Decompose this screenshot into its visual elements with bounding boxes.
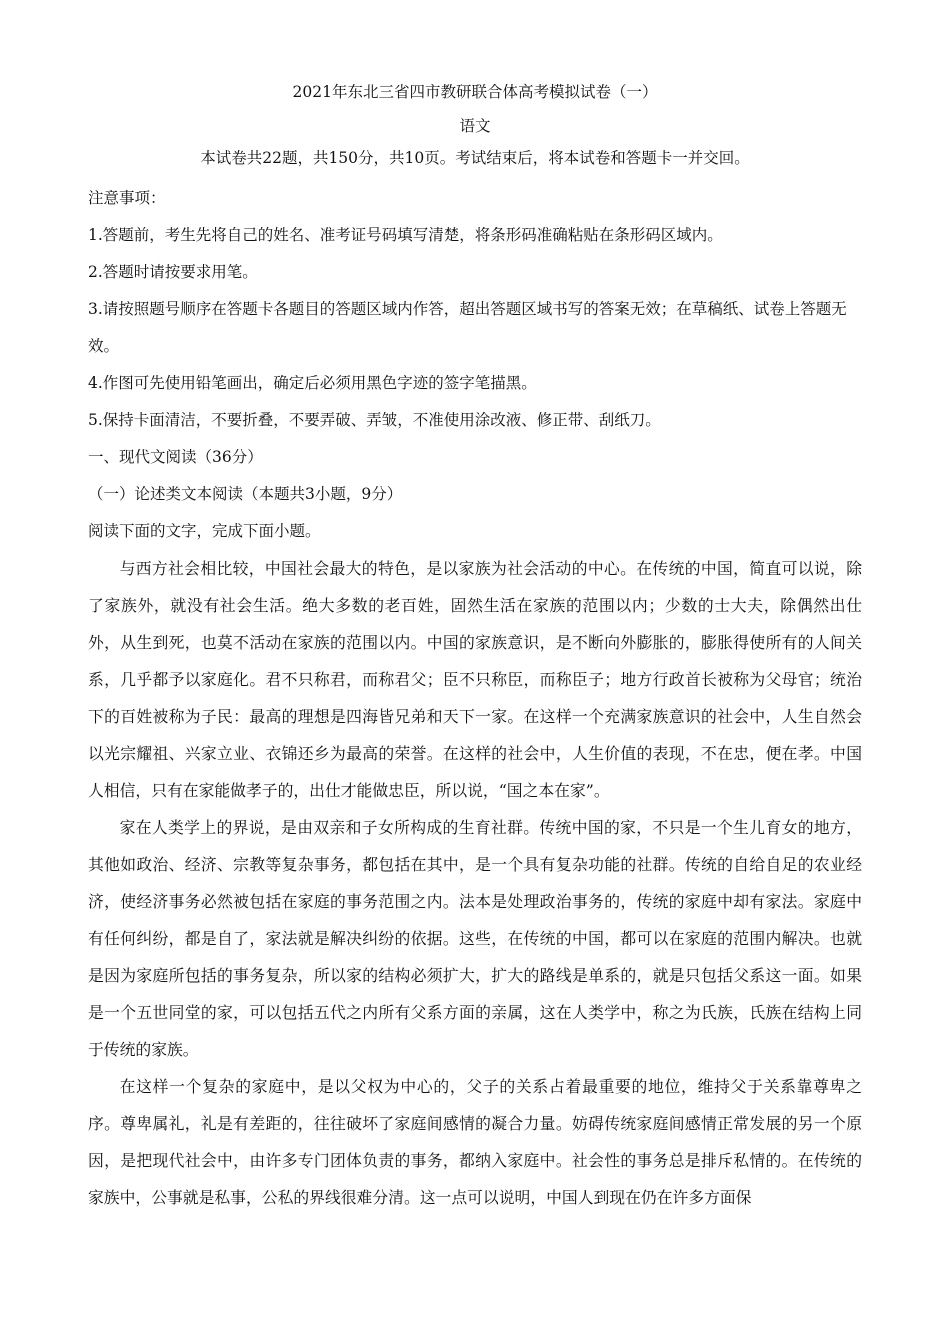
section-heading: 一、现代文阅读（36分） bbox=[88, 448, 263, 466]
reading-passage bbox=[88, 550, 862, 1216]
note-item: 4.作图可先使用铅笔画出，确定后必须用黑色字迹的签字笔描黑。 bbox=[88, 374, 537, 392]
passage-paragraph: 家在人类学上的界说，是由双亲和子女所构成的生育社群。传统中国的家，不只是一个生儿育女的地方，其他如政治、经济、宗教等复杂事务，都包括在其中，是一个具有复杂功能的社群。传统的自给自足的农业经济，使经济事务必然被包括在家庭的事务范围之内。法本是处理政治事务的，传统的家庭中却有家法。家庭中有任何纠纷，都是自了，家法就是解决纠纷的依据。这些，在传统的中国，都可以在家庭的范围内解决。也就是因为家庭所包括的事务复杂，所以家的结构必须扩大，扩大的路线是单系的，就是只包括父系这一面。如果是一个五世同堂的家，可以包括五代之内所有父系方面的亲属，这在人类学中，称之为氏族，氏族在结构上同于传统的家族。 bbox=[88, 818, 862, 1059]
notes-section bbox=[88, 180, 862, 439]
notes-heading: 注意事项： bbox=[88, 189, 166, 207]
exam-page bbox=[88, 82, 862, 1216]
exam-title: 2021年东北三省四市教研联合体高考模拟试卷（一） bbox=[292, 83, 658, 101]
note-item: 5.保持卡面清洁，不要折叠，不要弄破、弄皱，不准使用涂改液、修正带、刮纸刀。 bbox=[88, 411, 661, 429]
note-item: 1.答题前，考生先将自己的姓名、准考证号码填写清楚，将条形码准确粘贴在条形码区域内。 bbox=[88, 226, 723, 244]
note-item: 2.答题时请按要求用笔。 bbox=[88, 263, 258, 281]
exam-intro: 本试卷共22题，共150分，共10页。考试结束后，将本试卷和答题卡一并交回。 bbox=[200, 149, 750, 167]
subject-heading: 语文 bbox=[459, 117, 491, 135]
passage-paragraph: 与西方社会相比较，中国社会最大的特色，是以家族为社会活动的中心。在传统的中国，简直可以说，除了家族外，就没有社会生活。绝大多数的老百姓，固然生活在家族的范围以内；少数的士大夫，除偶然出仕外，从生到死，也莫不活动在家族的范围以内。中国的家族意识，是不断向外膨胀的，膨胀得使所有的人间关系，几乎都予以家庭化。君不只称君，而称君父；臣不只称臣，而称臣子；地方行政首长被称为父母官；统治下的百姓被称为子民：最高的理想是四海皆兄弟和天下一家。在这样一个充满家族意识的社会中，人生自然会以光宗耀祖、兴家立业、衣锦还乡为最高的荣誉。在这样的社会中，人生价值的表现，不在忠，便在孝。中国人相信，只有在家能做孝子的，出仕才能做忠臣，所以说，“国之本在家”。 bbox=[88, 559, 862, 800]
note-item: 3.请按照题号顺序在答题卡各题目的答题区域内作答，超出答题区域书写的答案无效；在草稿纸、试卷上答题无效。 bbox=[88, 300, 847, 355]
subsection-heading: （一）论述类文本阅读（本题共3小题，9分） bbox=[88, 485, 403, 503]
reading-instruction: 阅读下面的文字，完成下面小题。 bbox=[88, 522, 321, 540]
passage-paragraph: 在这样一个复杂的家庭中，是以父权为中心的，父子的关系占着最重要的地位，维持父于关系靠尊卑之序。尊卑属礼，礼是有差距的，往往破坏了家庭间感情的凝合力量。妨碍传统家庭间感情正常发展的另一个原因，是把现代社会中，由许多专门团体负责的事务，都纳入家庭中。社会性的事务总是排斥私情的。在传统的家族中，公事就是私事，公私的界线很难分清。这一点可以说明，中国人到现在仍在许多方面保 bbox=[88, 1077, 862, 1207]
